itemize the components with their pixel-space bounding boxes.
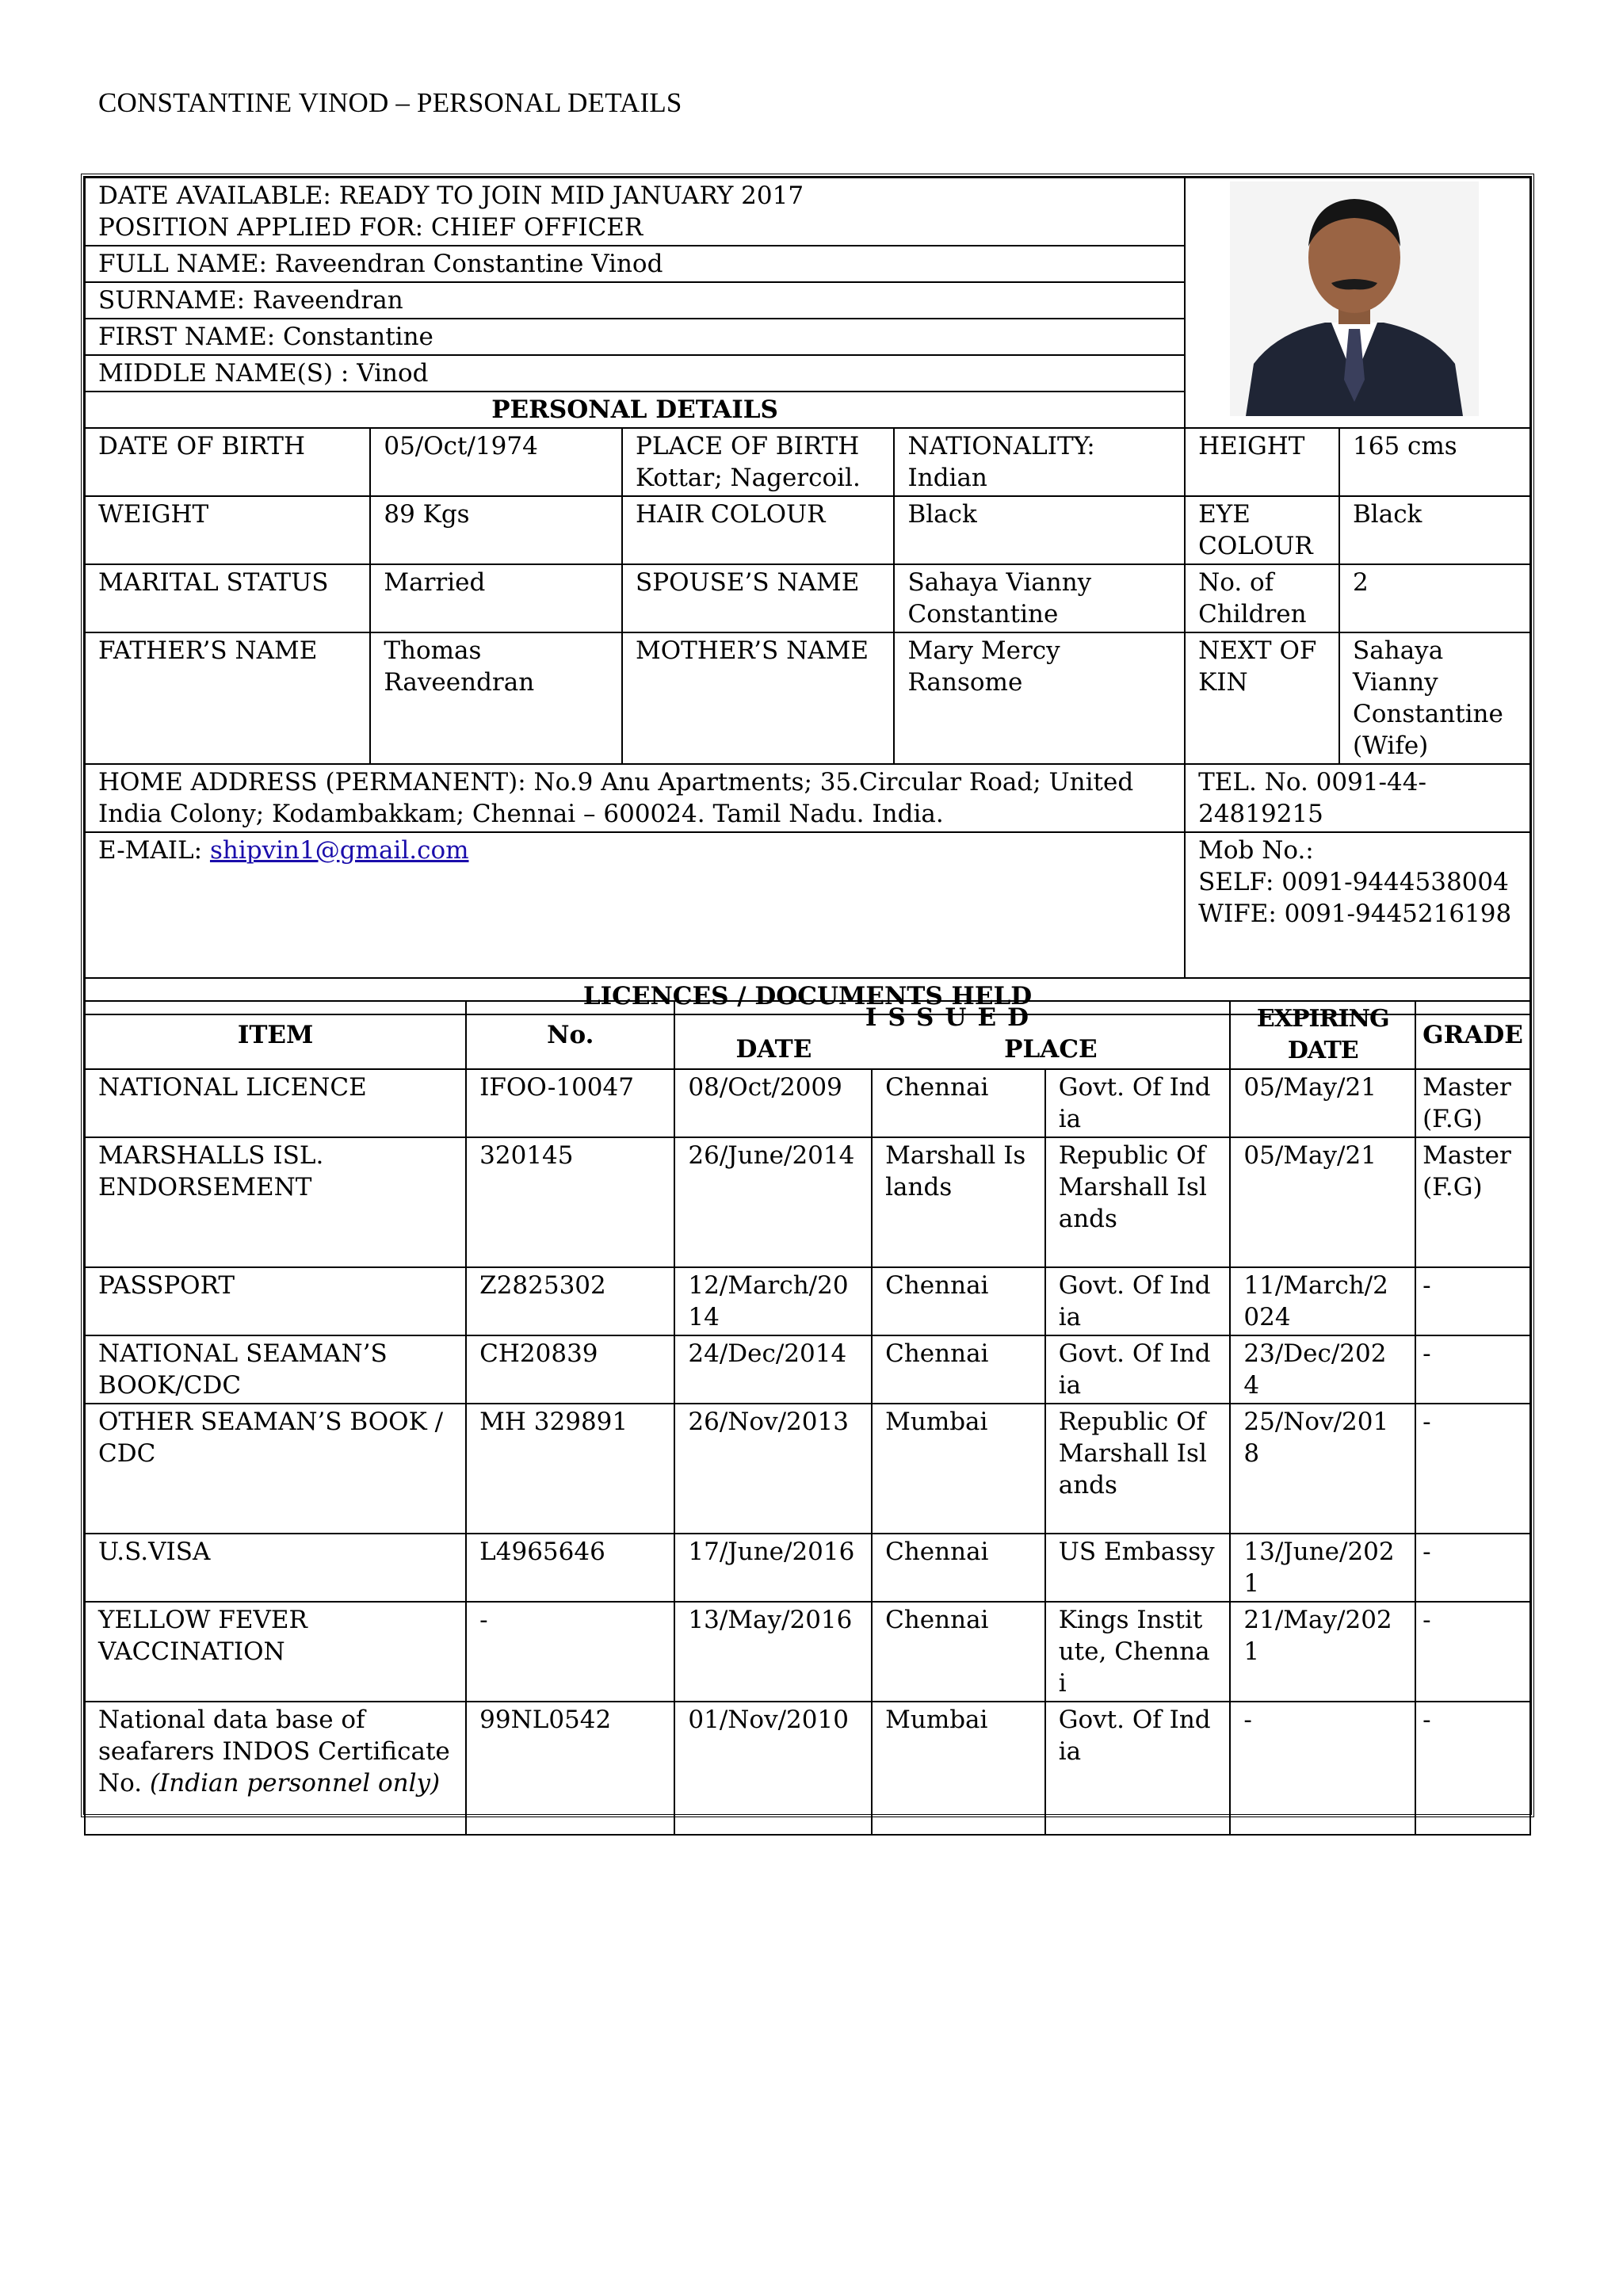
document-row bbox=[85, 1335, 1530, 1404]
address-value: No.9 Anu Apartments; 35.Circular Road; United India Colony; Kodambakkam; Chennai – 600024. Tamil Nadu. India. bbox=[98, 768, 1134, 828]
documents-table bbox=[84, 1000, 1531, 1836]
doc-grade bbox=[1415, 1534, 1530, 1602]
doc-item-text: MARSHALLS ISL. ENDORSEMENT bbox=[98, 1141, 324, 1201]
doc-issue-place bbox=[872, 1404, 1045, 1534]
doc-issuing-authority bbox=[1045, 1267, 1231, 1335]
position-applied: POSITION APPLIED FOR: CHIEF OFFICER bbox=[98, 213, 643, 242]
doc-issue-date bbox=[674, 1267, 872, 1335]
father-value: Thomas Raveendran bbox=[370, 632, 622, 764]
doc-issuing-authority-text: Kings Institute, Chennai bbox=[1058, 1606, 1210, 1698]
col-date: DATE bbox=[735, 1035, 812, 1064]
surname: SURNAME: Raveendran bbox=[85, 282, 1185, 319]
mother-label: MOTHER’S NAME bbox=[622, 632, 894, 764]
doc-expiry-date-text: 13/June/2021 bbox=[1243, 1538, 1395, 1598]
email-cell bbox=[85, 832, 1185, 978]
doc-number bbox=[466, 1069, 674, 1137]
doc-expiry-date bbox=[1230, 1267, 1415, 1335]
doc-item bbox=[85, 1267, 466, 1335]
doc-issue-place bbox=[872, 1602, 1045, 1702]
doc-grade bbox=[1415, 1335, 1530, 1404]
pob-cell bbox=[622, 428, 894, 496]
doc-issuing-authority-text: Republic Of Marshall Islands bbox=[1058, 1141, 1207, 1233]
doc-grade-text: - bbox=[1423, 1408, 1431, 1436]
photo-cell bbox=[1185, 178, 1530, 428]
document-row bbox=[85, 1602, 1530, 1702]
doc-item-text: National data base of seafarers INDOS Certificate No. bbox=[98, 1706, 450, 1797]
doc-expiry-date-text: 21/May/2021 bbox=[1243, 1606, 1392, 1666]
col-place: PLACE bbox=[1004, 1035, 1098, 1064]
doc-item-text: OTHER SEAMAN’S BOOK / CDC bbox=[98, 1408, 444, 1468]
marital-value: Married bbox=[370, 564, 622, 632]
doc-expiry-date bbox=[1230, 1137, 1415, 1267]
weight-label: WEIGHT bbox=[85, 496, 370, 564]
doc-item-text: PASSPORT bbox=[98, 1271, 235, 1300]
doc-grade bbox=[1415, 1602, 1530, 1702]
doc-expiry-date-text: 23/Dec/2024 bbox=[1243, 1339, 1387, 1400]
doc-expiry-date-text: 11/March/2024 bbox=[1243, 1271, 1388, 1331]
doc-issuing-authority bbox=[1045, 1335, 1231, 1404]
doc-issue-place bbox=[872, 1137, 1045, 1267]
doc-item-text: YELLOW FEVER VACCINATION bbox=[98, 1606, 307, 1666]
doc-expiry-date-text: - bbox=[1243, 1706, 1252, 1734]
doc-issuing-authority bbox=[1045, 1602, 1231, 1702]
doc-grade-text: Master (F.G) bbox=[1423, 1141, 1511, 1201]
middle-name: MIDDLE NAME(S) : Vinod bbox=[85, 355, 1185, 392]
tel-value: TEL. No. 0091-44-24819215 bbox=[1185, 764, 1530, 832]
doc-number-text: 320145 bbox=[479, 1141, 574, 1170]
doc-expiry-date bbox=[1230, 1404, 1415, 1534]
doc-expiry-date-text: 05/May/21 bbox=[1243, 1141, 1377, 1170]
doc-issue-date-text: 26/Nov/2013 bbox=[688, 1408, 849, 1436]
doc-issue-date bbox=[674, 1404, 872, 1534]
doc-item bbox=[85, 1404, 466, 1534]
doc-grade-text: - bbox=[1423, 1271, 1431, 1300]
doc-number bbox=[466, 1137, 674, 1267]
doc-issue-date-text: 08/Oct/2009 bbox=[688, 1073, 842, 1102]
nationality-label: NATIONALITY: bbox=[907, 432, 1095, 460]
document-row bbox=[85, 1267, 1530, 1335]
profile-photo bbox=[1230, 181, 1479, 416]
document-row bbox=[85, 1137, 1530, 1267]
doc-expiry-date bbox=[1230, 1069, 1415, 1137]
doc-number bbox=[466, 1602, 674, 1702]
doc-expiry-date bbox=[1230, 1702, 1415, 1835]
children-value: 2 bbox=[1339, 564, 1530, 632]
doc-issuing-authority bbox=[1045, 1534, 1231, 1602]
personal-details-table bbox=[84, 177, 1531, 1015]
doc-number-text: 99NL0542 bbox=[479, 1706, 612, 1734]
doc-issue-place bbox=[872, 1267, 1045, 1335]
document-row bbox=[85, 1069, 1530, 1137]
doc-issue-place bbox=[872, 1335, 1045, 1404]
address-cell bbox=[85, 764, 1185, 832]
mobile-cell bbox=[1185, 832, 1530, 978]
doc-item bbox=[85, 1534, 466, 1602]
doc-grade bbox=[1415, 1267, 1530, 1335]
doc-item bbox=[85, 1335, 466, 1404]
doc-grade bbox=[1415, 1069, 1530, 1137]
doc-number-text: IFOO-10047 bbox=[479, 1073, 634, 1102]
doc-grade bbox=[1415, 1702, 1530, 1835]
doc-number-text: CH20839 bbox=[479, 1339, 598, 1368]
doc-issuing-authority bbox=[1045, 1404, 1231, 1534]
doc-issuing-authority-text: US Embassy bbox=[1058, 1538, 1215, 1566]
doc-issue-place-text: Chennai bbox=[885, 1339, 989, 1368]
doc-issue-date bbox=[674, 1137, 872, 1267]
doc-issuing-authority bbox=[1045, 1137, 1231, 1267]
doc-issue-place-text: Chennai bbox=[885, 1606, 989, 1634]
doc-issue-date bbox=[674, 1602, 872, 1702]
weight-value: 89 Kgs bbox=[370, 496, 622, 564]
doc-expiry-date-text: 05/May/21 bbox=[1243, 1073, 1377, 1102]
spouse-label: SPOUSE’S NAME bbox=[622, 564, 894, 632]
doc-issue-date-text: 26/June/2014 bbox=[688, 1141, 855, 1170]
email-link[interactable]: shipvin1@gmail.com bbox=[209, 836, 469, 865]
doc-number bbox=[466, 1335, 674, 1404]
document-row bbox=[85, 1534, 1530, 1602]
doc-issue-date-text: 01/Nov/2010 bbox=[688, 1706, 849, 1734]
doc-issue-place-text: Chennai bbox=[885, 1538, 989, 1566]
doc-number-text: - bbox=[479, 1606, 488, 1634]
doc-grade bbox=[1415, 1137, 1530, 1267]
documents-heading: LICENCES / DOCUMENTS HELD bbox=[85, 978, 1530, 1014]
doc-number-text: MH 329891 bbox=[479, 1408, 628, 1436]
date-available: DATE AVAILABLE: READY TO JOIN MID JANUARY 2017 bbox=[98, 181, 804, 210]
doc-issuing-authority bbox=[1045, 1069, 1231, 1137]
doc-issue-place bbox=[872, 1069, 1045, 1137]
doc-issue-date-text: 12/March/2014 bbox=[688, 1271, 849, 1331]
mob-label: Mob No.: bbox=[1198, 836, 1314, 865]
doc-issue-place-text: Mumbai bbox=[885, 1706, 988, 1734]
eye-value: Black bbox=[1339, 496, 1530, 564]
doc-issuing-authority-text: Govt. Of India bbox=[1058, 1271, 1211, 1331]
doc-number bbox=[466, 1404, 674, 1534]
col-grade: GRADE bbox=[1415, 1001, 1530, 1069]
kin-value: Sahaya Vianny Constantine (Wife) bbox=[1339, 632, 1530, 764]
doc-number-text: Z2825302 bbox=[479, 1271, 606, 1300]
dob-value: 05/Oct/1974 bbox=[370, 428, 622, 496]
personal-details-heading: PERSONAL DETAILS bbox=[85, 392, 1185, 428]
kin-label: NEXT OF KIN bbox=[1185, 632, 1339, 764]
doc-issuing-authority-text: Govt. Of India bbox=[1058, 1073, 1211, 1133]
father-label: FATHER’S NAME bbox=[85, 632, 370, 764]
doc-issue-date bbox=[674, 1335, 872, 1404]
doc-item bbox=[85, 1137, 466, 1267]
doc-grade-text: - bbox=[1423, 1339, 1431, 1368]
col-no: No. bbox=[466, 1001, 674, 1069]
height-label: HEIGHT bbox=[1185, 428, 1339, 496]
col-issued-group bbox=[674, 1001, 1230, 1069]
mother-value: Mary Mercy Ransome bbox=[894, 632, 1185, 764]
first-name: FIRST NAME: Constantine bbox=[85, 319, 1185, 355]
col-expiring: EXPIRING DATE bbox=[1230, 1001, 1415, 1069]
email-label: E-MAIL: bbox=[98, 836, 203, 865]
mob-wife: WIFE: 0091-9445216198 bbox=[1198, 900, 1512, 928]
doc-number bbox=[466, 1702, 674, 1835]
doc-expiry-date-text: 25/Nov/2018 bbox=[1243, 1408, 1389, 1468]
doc-issue-place-text: Chennai bbox=[885, 1271, 989, 1300]
pob-value: Kottar; Nagercoil. bbox=[636, 464, 861, 492]
doc-issue-place bbox=[872, 1534, 1045, 1602]
marital-label: MARITAL STATUS bbox=[85, 564, 370, 632]
eye-label: EYE COLOUR bbox=[1185, 496, 1339, 564]
doc-grade-text: - bbox=[1423, 1606, 1431, 1634]
doc-issuing-authority-text: Republic Of Marshall Islands bbox=[1058, 1408, 1207, 1499]
doc-issue-place-text: Marshall Islands bbox=[885, 1141, 1026, 1201]
document-row bbox=[85, 1404, 1530, 1534]
doc-grade-text: Master (F.G) bbox=[1423, 1073, 1511, 1133]
document-row bbox=[85, 1702, 1530, 1835]
doc-issue-date-text: 13/May/2016 bbox=[688, 1606, 853, 1634]
doc-issuing-authority-text: Govt. Of India bbox=[1058, 1706, 1211, 1766]
col-issued: ISSUED bbox=[865, 1003, 1040, 1032]
doc-issuing-authority-text: Govt. Of India bbox=[1058, 1339, 1211, 1400]
doc-number bbox=[466, 1267, 674, 1335]
doc-item-text: U.S.VISA bbox=[98, 1538, 211, 1566]
doc-issue-place bbox=[872, 1702, 1045, 1835]
spouse-value: Sahaya Vianny Constantine bbox=[894, 564, 1185, 632]
person-portrait-icon bbox=[1230, 181, 1479, 416]
doc-item bbox=[85, 1602, 466, 1702]
doc-issuing-authority bbox=[1045, 1702, 1231, 1835]
doc-grade-text: - bbox=[1423, 1538, 1431, 1566]
col-item: ITEM bbox=[85, 1001, 466, 1069]
doc-item bbox=[85, 1702, 466, 1835]
address-label: HOME ADDRESS (PERMANENT): bbox=[98, 768, 526, 797]
doc-number-text: L4965646 bbox=[479, 1538, 605, 1566]
height-value: 165 cms bbox=[1339, 428, 1530, 496]
doc-issue-date-text: 17/June/2016 bbox=[688, 1538, 855, 1566]
nationality-cell bbox=[894, 428, 1185, 496]
doc-issue-date bbox=[674, 1534, 872, 1602]
doc-issue-date bbox=[674, 1069, 872, 1137]
doc-issue-place-text: Mumbai bbox=[885, 1408, 988, 1436]
doc-grade-text: - bbox=[1423, 1706, 1431, 1734]
dob-label: DATE OF BIRTH bbox=[85, 428, 370, 496]
doc-expiry-date bbox=[1230, 1602, 1415, 1702]
documents-header-row bbox=[85, 1001, 1530, 1069]
doc-expiry-date bbox=[1230, 1335, 1415, 1404]
pob-label: PLACE OF BIRTH bbox=[636, 432, 860, 460]
nationality-value: Indian bbox=[907, 464, 987, 492]
doc-grade bbox=[1415, 1404, 1530, 1534]
doc-issue-date bbox=[674, 1702, 872, 1835]
doc-issue-place-text: Chennai bbox=[885, 1073, 989, 1102]
children-label: No. of Children bbox=[1185, 564, 1339, 632]
doc-item-note: (Indian personnel only) bbox=[149, 1769, 441, 1797]
doc-issue-date-text: 24/Dec/2014 bbox=[688, 1339, 847, 1368]
header-availability-cell bbox=[85, 178, 1185, 246]
mob-self: SELF: 0091-9444538004 bbox=[1198, 868, 1509, 896]
hair-value: Black bbox=[894, 496, 1185, 564]
page-title: CONSTANTINE VINOD – PERSONAL DETAILS bbox=[98, 87, 682, 118]
doc-item-text: NATIONAL LICENCE bbox=[98, 1073, 367, 1102]
doc-expiry-date bbox=[1230, 1534, 1415, 1602]
hair-label: HAIR COLOUR bbox=[622, 496, 894, 564]
doc-item bbox=[85, 1069, 466, 1137]
doc-item-text: NATIONAL SEAMAN’S BOOK/CDC bbox=[98, 1339, 388, 1400]
full-name: FULL NAME: Raveendran Constantine Vinod bbox=[85, 246, 1185, 282]
doc-number bbox=[466, 1534, 674, 1602]
